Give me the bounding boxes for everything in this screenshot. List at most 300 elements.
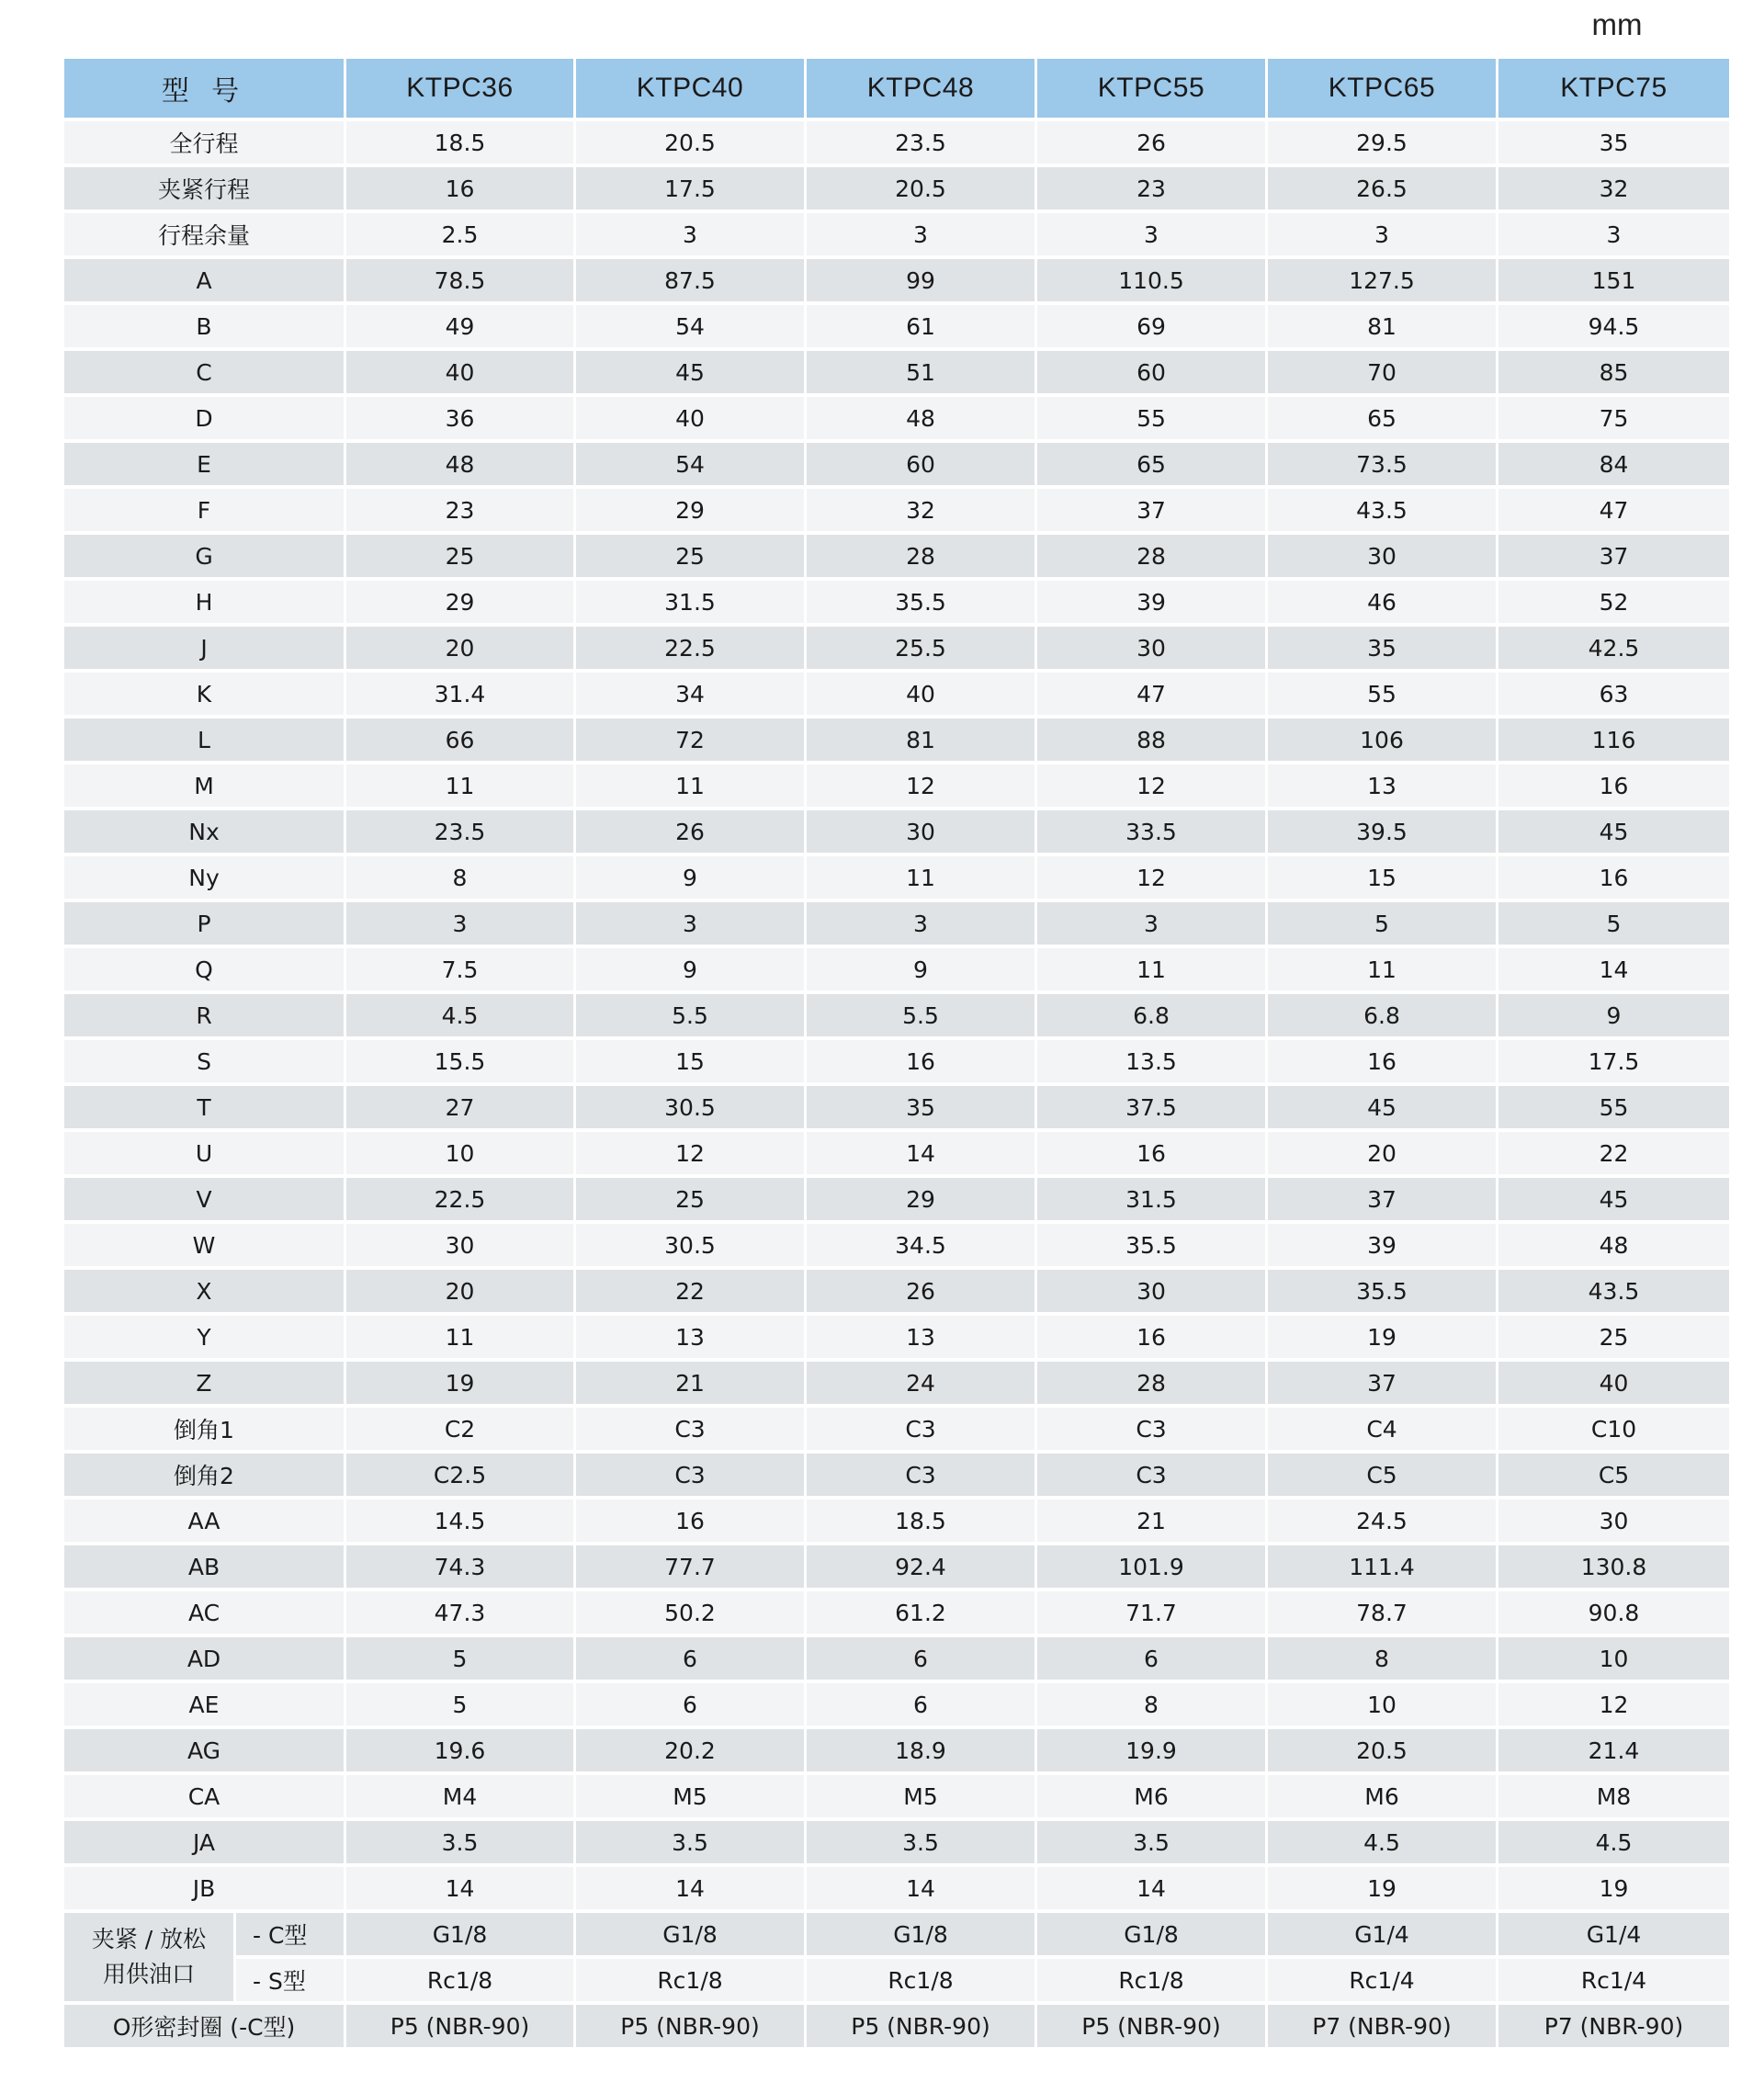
- table-cell: 5: [346, 1637, 576, 1683]
- table-cell: 10: [1268, 1683, 1498, 1729]
- table-cell: 12: [1037, 764, 1268, 810]
- table-cell: P5 (NBR-90): [1037, 2005, 1268, 2051]
- table-cell: 101.9: [1037, 1545, 1268, 1591]
- table-cell: 43.5: [1268, 489, 1498, 535]
- table-cell: 20.2: [576, 1729, 807, 1775]
- table-cell: 99: [807, 259, 1037, 305]
- table-cell: 50.2: [576, 1591, 807, 1637]
- table-cell: 9: [576, 856, 807, 902]
- table-row: [64, 902, 1729, 948]
- table-cell: 35: [1498, 121, 1729, 167]
- table-cell: 70: [1268, 351, 1498, 397]
- table-cell: 23: [346, 489, 576, 535]
- row-label: C: [64, 351, 346, 397]
- table-cell: 25: [576, 1178, 807, 1224]
- table-cell: 18.5: [346, 121, 576, 167]
- table-cell: 6: [576, 1637, 807, 1683]
- table-cell: 43.5: [1498, 1270, 1729, 1316]
- table-cell: 14: [576, 1867, 807, 1913]
- row-label: E: [64, 443, 346, 489]
- table-cell: 42.5: [1498, 627, 1729, 673]
- table-cell: 10: [1498, 1637, 1729, 1683]
- table-cell: 19: [346, 1362, 576, 1408]
- table-cell: 14: [1037, 1867, 1268, 1913]
- table-cell: 16: [1498, 856, 1729, 902]
- table-cell: 32: [807, 489, 1037, 535]
- table-row: [64, 1545, 1729, 1591]
- table-row: [64, 764, 1729, 810]
- table-cell: 40: [576, 397, 807, 443]
- table-cell: 3.5: [346, 1821, 576, 1867]
- row-label: AB: [64, 1545, 346, 1591]
- table-cell: 13: [807, 1316, 1037, 1362]
- row-label: D: [64, 397, 346, 443]
- table-cell: 34: [576, 673, 807, 719]
- table-cell: 19: [1268, 1867, 1498, 1913]
- table-cell: 30.5: [576, 1086, 807, 1132]
- table-cell: 21.4: [1498, 1729, 1729, 1775]
- table-cell: 2.5: [346, 213, 576, 259]
- table-row: [64, 1224, 1729, 1270]
- table-row: [64, 1499, 1729, 1545]
- table-cell: 21: [576, 1362, 807, 1408]
- row-label: 全行程: [64, 121, 346, 167]
- table-cell: 32: [1498, 167, 1729, 213]
- table-cell: P7 (NBR-90): [1268, 2005, 1498, 2051]
- table-cell: 35.5: [1268, 1270, 1498, 1316]
- table-body: [64, 121, 1729, 2051]
- table-cell: 21: [1037, 1499, 1268, 1545]
- table-cell: 22.5: [576, 627, 807, 673]
- table-cell: G1/8: [346, 1913, 576, 1959]
- table-cell: 12: [807, 764, 1037, 810]
- table-cell: C5: [1268, 1454, 1498, 1499]
- row-label: M: [64, 764, 346, 810]
- table-row: [64, 121, 1729, 167]
- table-cell: 92.4: [807, 1545, 1037, 1591]
- table-row: [64, 1454, 1729, 1499]
- table-row: [64, 1408, 1729, 1454]
- table-cell: 13: [1268, 764, 1498, 810]
- table-cell: 90.8: [1498, 1591, 1729, 1637]
- table-cell: 29: [807, 1178, 1037, 1224]
- table-cell: 26: [807, 1270, 1037, 1316]
- table-cell: 14: [807, 1132, 1037, 1178]
- unit-label: mm: [1591, 7, 1643, 41]
- table-cell: 6: [807, 1637, 1037, 1683]
- table-row: [64, 994, 1729, 1040]
- table-cell: 5.5: [807, 994, 1037, 1040]
- row-label: B: [64, 305, 346, 351]
- table-cell: 8: [346, 856, 576, 902]
- table-cell: 3: [576, 213, 807, 259]
- table-cell: 6: [1037, 1637, 1268, 1683]
- model-header: KTPC48: [807, 59, 1037, 121]
- table-cell: 54: [576, 443, 807, 489]
- table-cell: 35: [1268, 627, 1498, 673]
- table-cell: 37.5: [1037, 1086, 1268, 1132]
- model-header: KTPC75: [1498, 59, 1729, 121]
- table-cell: 55: [1268, 673, 1498, 719]
- table-cell: 66: [346, 719, 576, 764]
- table-cell: C4: [1268, 1408, 1498, 1454]
- table-cell: C3: [1037, 1454, 1268, 1499]
- table-cell: 60: [807, 443, 1037, 489]
- table-cell: 48: [807, 397, 1037, 443]
- table-cell: 9: [1498, 994, 1729, 1040]
- table-cell: 3: [1037, 902, 1268, 948]
- table-row: [64, 1178, 1729, 1224]
- table-cell: P7 (NBR-90): [1498, 2005, 1729, 2051]
- row-label: Z: [64, 1362, 346, 1408]
- table-cell: 30: [807, 810, 1037, 856]
- table-cell: 94.5: [1498, 305, 1729, 351]
- table-cell: 11: [346, 764, 576, 810]
- table-cell: M8: [1498, 1775, 1729, 1821]
- row-label: JB: [64, 1867, 346, 1913]
- table-cell: Rc1/8: [807, 1959, 1037, 2005]
- row-label: AE: [64, 1683, 346, 1729]
- oil-port-label-line1: 夹紧 / 放松: [91, 1926, 207, 1952]
- table-cell: 81: [1268, 305, 1498, 351]
- table-cell: 72: [576, 719, 807, 764]
- table-cell: 37: [1268, 1362, 1498, 1408]
- table-cell: 24.5: [1268, 1499, 1498, 1545]
- table-cell: 11: [807, 856, 1037, 902]
- table-cell: Rc1/8: [576, 1959, 807, 2005]
- row-label: AD: [64, 1637, 346, 1683]
- table-cell: 22.5: [346, 1178, 576, 1224]
- table-cell: 13.5: [1037, 1040, 1268, 1086]
- table-cell: 16: [1037, 1316, 1268, 1362]
- table-cell: C3: [576, 1454, 807, 1499]
- table-cell: 12: [1037, 856, 1268, 902]
- table-cell: 23: [1037, 167, 1268, 213]
- table-cell: 34.5: [807, 1224, 1037, 1270]
- table-cell: Rc1/8: [346, 1959, 576, 2005]
- table-cell: 63: [1498, 673, 1729, 719]
- table-row: [64, 535, 1729, 581]
- table-cell: 69: [1037, 305, 1268, 351]
- table-row: [64, 581, 1729, 627]
- table-cell: 19.9: [1037, 1729, 1268, 1775]
- table-cell: 106: [1268, 719, 1498, 764]
- table-cell: 3: [807, 213, 1037, 259]
- table-cell: 3: [576, 902, 807, 948]
- table-cell: 29: [576, 489, 807, 535]
- table-cell: 40: [807, 673, 1037, 719]
- table-cell: 87.5: [576, 259, 807, 305]
- table-cell: 51: [807, 351, 1037, 397]
- table-cell: 15: [1268, 856, 1498, 902]
- table-cell: 35: [807, 1086, 1037, 1132]
- table-cell: 9: [576, 948, 807, 994]
- table-cell: 23.5: [346, 810, 576, 856]
- table-cell: C2.5: [346, 1454, 576, 1499]
- table-cell: 28: [1037, 1362, 1268, 1408]
- oil-port-group-label: [64, 1913, 236, 2005]
- table-cell: 11: [576, 764, 807, 810]
- table-cell: 85: [1498, 351, 1729, 397]
- table-cell: 46: [1268, 581, 1498, 627]
- table-cell: 10: [346, 1132, 576, 1178]
- table-cell: 61: [807, 305, 1037, 351]
- table-cell: 4.5: [346, 994, 576, 1040]
- table-cell: 28: [807, 535, 1037, 581]
- table-cell: 22: [1498, 1132, 1729, 1178]
- table-cell: 20: [1268, 1132, 1498, 1178]
- row-label: F: [64, 489, 346, 535]
- table-cell: 5: [1268, 902, 1498, 948]
- oil-port-c-label: - C型: [236, 1913, 346, 1959]
- table-row: [64, 305, 1729, 351]
- table-row: [64, 948, 1729, 994]
- table-cell: 60: [1037, 351, 1268, 397]
- row-label: H: [64, 581, 346, 627]
- table-row: [64, 1270, 1729, 1316]
- table-row: [64, 1729, 1729, 1775]
- table-cell: 15: [576, 1040, 807, 1086]
- table-cell: 19: [1498, 1867, 1729, 1913]
- row-label: U: [64, 1132, 346, 1178]
- table-cell: 16: [1498, 764, 1729, 810]
- table-cell: 111.4: [1268, 1545, 1498, 1591]
- table-cell: 30: [1268, 535, 1498, 581]
- table-cell: 3.5: [576, 1821, 807, 1867]
- table-cell: 16: [1268, 1040, 1498, 1086]
- table-row: [64, 1821, 1729, 1867]
- model-header: KTPC55: [1037, 59, 1268, 121]
- table-cell: G1/8: [1037, 1913, 1268, 1959]
- table-row: [64, 1362, 1729, 1408]
- row-label: S: [64, 1040, 346, 1086]
- table-cell: 16: [807, 1040, 1037, 1086]
- table-cell: 11: [346, 1316, 576, 1362]
- table-cell: 47: [1037, 673, 1268, 719]
- row-label: Q: [64, 948, 346, 994]
- table-cell: 65: [1037, 443, 1268, 489]
- table-cell: P5 (NBR-90): [576, 2005, 807, 2051]
- table-cell: 17.5: [1498, 1040, 1729, 1086]
- table-cell: 23.5: [807, 121, 1037, 167]
- table-cell: 16: [576, 1499, 807, 1545]
- table-cell: 39: [1037, 581, 1268, 627]
- table-row: [64, 1867, 1729, 1913]
- table-row: [64, 673, 1729, 719]
- table-cell: 31.4: [346, 673, 576, 719]
- table-cell: 35.5: [807, 581, 1037, 627]
- table-cell: 151: [1498, 259, 1729, 305]
- table-cell: 33.5: [1037, 810, 1268, 856]
- table-cell: M4: [346, 1775, 576, 1821]
- table-cell: 25: [576, 535, 807, 581]
- row-label: J: [64, 627, 346, 673]
- row-label: V: [64, 1178, 346, 1224]
- o-ring-row: [64, 2005, 1729, 2051]
- table-cell: 55: [1037, 397, 1268, 443]
- row-label: G: [64, 535, 346, 581]
- spec-table: [64, 59, 1729, 2051]
- table-row: [64, 213, 1729, 259]
- table-cell: 45: [1498, 1178, 1729, 1224]
- table-cell: 45: [576, 351, 807, 397]
- table-cell: Rc1/4: [1268, 1959, 1498, 2005]
- row-label: 夹紧行程: [64, 167, 346, 213]
- table-cell: Rc1/8: [1037, 1959, 1268, 2005]
- table-cell: C3: [1037, 1408, 1268, 1454]
- table-cell: 84: [1498, 443, 1729, 489]
- table-cell: 25: [346, 535, 576, 581]
- table-cell: Rc1/4: [1498, 1959, 1729, 2005]
- table-row: [64, 1683, 1729, 1729]
- table-cell: 45: [1268, 1086, 1498, 1132]
- table-cell: 25: [1498, 1316, 1729, 1362]
- table-cell: C3: [576, 1408, 807, 1454]
- row-label: W: [64, 1224, 346, 1270]
- table-cell: 37: [1037, 489, 1268, 535]
- table-cell: 20.5: [807, 167, 1037, 213]
- table-cell: 48: [1498, 1224, 1729, 1270]
- table-cell: 15.5: [346, 1040, 576, 1086]
- table-cell: 37: [1498, 535, 1729, 581]
- table-cell: M6: [1268, 1775, 1498, 1821]
- table-cell: P5 (NBR-90): [346, 2005, 576, 2051]
- table-cell: 26: [1037, 121, 1268, 167]
- table-cell: 14: [1498, 948, 1729, 994]
- table-row: [64, 259, 1729, 305]
- table-cell: C2: [346, 1408, 576, 1454]
- table-cell: G1/8: [576, 1913, 807, 1959]
- row-label: Nx: [64, 810, 346, 856]
- table-cell: 9: [807, 948, 1037, 994]
- row-label: A: [64, 259, 346, 305]
- table-cell: 54: [576, 305, 807, 351]
- table-cell: 88: [1037, 719, 1268, 764]
- table-cell: 14: [807, 1867, 1037, 1913]
- table-cell: 4.5: [1498, 1821, 1729, 1867]
- table-cell: 39.5: [1268, 810, 1498, 856]
- table-cell: 36: [346, 397, 576, 443]
- row-label: 行程余量: [64, 213, 346, 259]
- table-cell: G1/4: [1268, 1913, 1498, 1959]
- model-header: KTPC36: [346, 59, 576, 121]
- table-cell: 47.3: [346, 1591, 576, 1637]
- table-cell: 25.5: [807, 627, 1037, 673]
- table-row: [64, 443, 1729, 489]
- table-cell: 40: [1498, 1362, 1729, 1408]
- table-cell: 3: [1268, 213, 1498, 259]
- table-cell: C5: [1498, 1454, 1729, 1499]
- table-cell: 3: [1498, 213, 1729, 259]
- table-cell: 18.5: [807, 1499, 1037, 1545]
- table-cell: 22: [576, 1270, 807, 1316]
- table-cell: 8: [1268, 1637, 1498, 1683]
- table-cell: 20.5: [1268, 1729, 1498, 1775]
- model-header-label: 型 号: [64, 59, 346, 121]
- row-label: AG: [64, 1729, 346, 1775]
- table-cell: 78.5: [346, 259, 576, 305]
- table-cell: 30.5: [576, 1224, 807, 1270]
- table-cell: 77.7: [576, 1545, 807, 1591]
- row-label: L: [64, 719, 346, 764]
- row-label: Ny: [64, 856, 346, 902]
- table-cell: 29.5: [1268, 121, 1498, 167]
- table-cell: C10: [1498, 1408, 1729, 1454]
- table-cell: 19.6: [346, 1729, 576, 1775]
- model-header: KTPC65: [1268, 59, 1498, 121]
- table-cell: 14.5: [346, 1499, 576, 1545]
- table-cell: C3: [807, 1454, 1037, 1499]
- table-cell: 55: [1498, 1086, 1729, 1132]
- table-cell: 35.5: [1037, 1224, 1268, 1270]
- row-label: AA: [64, 1499, 346, 1545]
- table-row: [64, 397, 1729, 443]
- table-cell: 71.7: [1037, 1591, 1268, 1637]
- table-cell: M5: [576, 1775, 807, 1821]
- table-row: [64, 489, 1729, 535]
- table-cell: 12: [1498, 1683, 1729, 1729]
- table-cell: 13: [576, 1316, 807, 1362]
- table-cell: 40: [346, 351, 576, 397]
- row-label: 倒角1: [64, 1408, 346, 1454]
- table-cell: 48: [346, 443, 576, 489]
- table-cell: 3.5: [1037, 1821, 1268, 1867]
- table-cell: 19: [1268, 1316, 1498, 1362]
- table-cell: 28: [1037, 535, 1268, 581]
- table-cell: 3: [1037, 213, 1268, 259]
- row-label: CA: [64, 1775, 346, 1821]
- table-cell: 27: [346, 1086, 576, 1132]
- table-cell: 39: [1268, 1224, 1498, 1270]
- table-cell: 26: [576, 810, 807, 856]
- table-cell: 130.8: [1498, 1545, 1729, 1591]
- oil-port-s-label: - S型: [236, 1959, 346, 2005]
- table-cell: 20: [346, 627, 576, 673]
- table-cell: 11: [1037, 948, 1268, 994]
- row-label: AC: [64, 1591, 346, 1637]
- oil-port-s-row: [64, 1959, 1729, 2005]
- table-cell: 52: [1498, 581, 1729, 627]
- table-cell: 30: [1037, 1270, 1268, 1316]
- table-cell: 5.5: [576, 994, 807, 1040]
- table-cell: 14: [346, 1867, 576, 1913]
- table-cell: P5 (NBR-90): [807, 2005, 1037, 2051]
- table-cell: 16: [346, 167, 576, 213]
- table-row: [64, 351, 1729, 397]
- table-cell: 26.5: [1268, 167, 1498, 213]
- table-row: [64, 167, 1729, 213]
- table-row: [64, 627, 1729, 673]
- table-cell: 16: [1037, 1132, 1268, 1178]
- table-cell: 17.5: [576, 167, 807, 213]
- oil-port-c-row: [64, 1913, 1729, 1959]
- table-cell: 74.3: [346, 1545, 576, 1591]
- table-cell: 6: [576, 1683, 807, 1729]
- row-label: 倒角2: [64, 1454, 346, 1499]
- table-cell: G1/8: [807, 1913, 1037, 1959]
- table-cell: 20: [346, 1270, 576, 1316]
- table-cell: 3.5: [807, 1821, 1037, 1867]
- table-row: [64, 1086, 1729, 1132]
- table-cell: 45: [1498, 810, 1729, 856]
- table-cell: 30: [1037, 627, 1268, 673]
- table-cell: 81: [807, 719, 1037, 764]
- table-cell: 12: [576, 1132, 807, 1178]
- table-cell: 5: [346, 1683, 576, 1729]
- table-cell: 78.7: [1268, 1591, 1498, 1637]
- o-ring-label: O形密封圈 (-C型): [64, 2005, 346, 2051]
- table-cell: 8: [1037, 1683, 1268, 1729]
